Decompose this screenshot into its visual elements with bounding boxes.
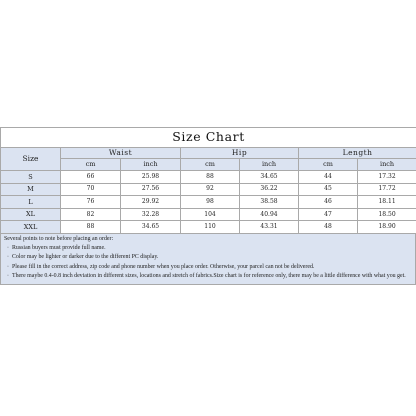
size-label: S — [1, 171, 61, 184]
table-cell: 82 — [61, 208, 121, 221]
table-cell: 88 — [181, 171, 240, 184]
unit-header: inch — [121, 159, 181, 171]
table-cell: 48 — [299, 221, 358, 234]
table-row — [1, 196, 416, 209]
table-cell: 29.92 — [121, 196, 181, 209]
table-cell: 40.94 — [240, 208, 299, 221]
table-cell: 17.32 — [358, 171, 416, 184]
table-cell: 45 — [299, 183, 358, 196]
length-group-header: Length — [299, 148, 416, 159]
table-row — [1, 171, 416, 184]
size-label: XXL — [1, 221, 61, 234]
table-row — [1, 221, 416, 234]
table-cell: 43.31 — [240, 221, 299, 234]
size-label: L — [1, 196, 61, 209]
table-row — [1, 183, 416, 196]
size-chart-table — [0, 127, 416, 234]
table-cell: 110 — [181, 221, 240, 234]
size-column-header: Size — [1, 148, 61, 171]
unit-header: inch — [358, 159, 416, 171]
table-row — [1, 208, 416, 221]
table-cell: 18.11 — [358, 196, 416, 209]
bullet-icon: · — [7, 272, 9, 279]
unit-header: cm — [299, 159, 358, 171]
table-cell: 104 — [181, 208, 240, 221]
table-cell: 18.90 — [358, 221, 416, 234]
bullet-icon: · — [7, 245, 9, 252]
size-chart-sheet — [0, 127, 416, 285]
note-item — [4, 272, 412, 281]
table-cell: 66 — [61, 171, 121, 184]
order-notes — [0, 234, 416, 285]
size-label: XL — [1, 208, 61, 221]
note-item — [4, 253, 412, 262]
chart-title: Size Chart — [1, 128, 416, 148]
bullet-icon: · — [7, 254, 9, 261]
table-cell: 36.22 — [240, 183, 299, 196]
size-label: M — [1, 183, 61, 196]
table-cell: 92 — [181, 183, 240, 196]
unit-header: cm — [181, 159, 240, 171]
hip-group-header: Hip — [181, 148, 299, 159]
table-cell: 25.98 — [121, 171, 181, 184]
bullet-icon: · — [7, 263, 9, 270]
note-text: There maybe 0.4-0.8 inch deviation in different sizes, locations and stretch of fabrics.Size chart is for reference only, there may be a little difference with what you get. — [11, 272, 406, 279]
note-text: Please fill in the correct address, zip code and phone number when you place order. Otherwise, your parcel can not be delivered. — [11, 263, 315, 270]
table-cell: 38.58 — [240, 196, 299, 209]
table-cell: 76 — [61, 196, 121, 209]
table-cell: 27.56 — [121, 183, 181, 196]
unit-header: cm — [61, 159, 121, 171]
table-cell: 88 — [61, 221, 121, 234]
table-cell: 18.50 — [358, 208, 416, 221]
table-cell: 17.72 — [358, 183, 416, 196]
note-item — [4, 263, 412, 272]
table-cell: 34.65 — [121, 221, 181, 234]
waist-group-header: Waist — [61, 148, 181, 159]
note-item — [4, 244, 412, 253]
table-cell: 32.28 — [121, 208, 181, 221]
unit-header: inch — [240, 159, 299, 171]
note-text: Russian buyers must provide full name. — [11, 245, 106, 252]
table-cell: 34.65 — [240, 171, 299, 184]
table-cell: 70 — [61, 183, 121, 196]
table-cell: 98 — [181, 196, 240, 209]
notes-intro: Several points to note before placing an order: — [4, 235, 114, 242]
table-cell: 44 — [299, 171, 358, 184]
table-cell: 46 — [299, 196, 358, 209]
note-text: Color may be lighter or darker due to the different PC display. — [11, 254, 159, 261]
table-cell: 47 — [299, 208, 358, 221]
